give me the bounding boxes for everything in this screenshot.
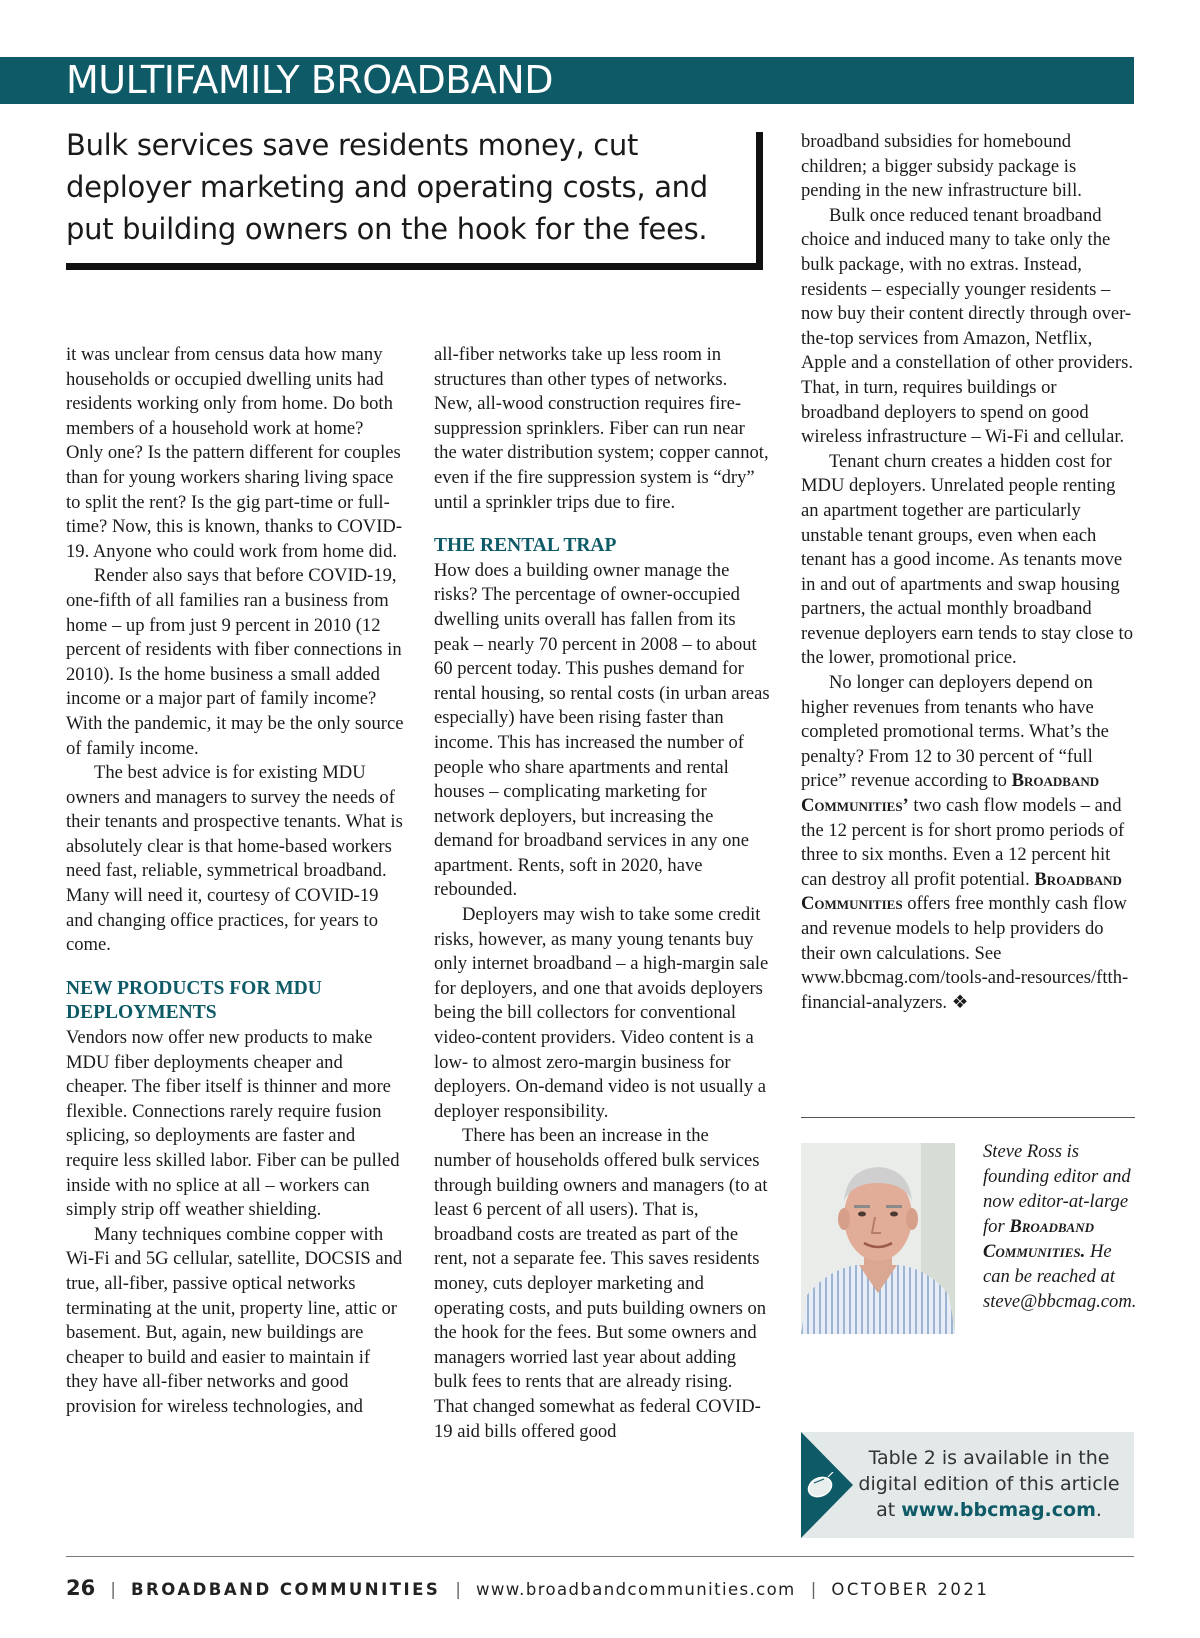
paragraph: Vendors now offer new products to make MDU fiber deployments cheaper and cheaper. The fiber itself is thinner and more flexible. Connections rarely require fusion splicing, so deployments are faster and require less skilled labor. Fiber can be pulled inside with no splice at all – workers can simply strip off weather shielding. — [66, 1027, 400, 1221]
footer-website[interactable]: www.broadbandcommunities.com — [476, 1580, 796, 1599]
end-mark: ❖ — [951, 991, 969, 1013]
deck-rule-vertical — [756, 132, 763, 270]
article-column-2 — [434, 343, 770, 1444]
final-paragraph: No longer can deployers depend on higher revenues from tenants who have completed promotional terms. What’s the penalty? From 12 to 30 percent of “full price” revenue according to Broadband Communities’ two cash flow models – and the 12 percent is for short promo periods of three to six months. Even a 12 percent hit can destroy all profit potential. Broadband Communities offers free monthly cash flow and revenue models to help providers do their own calculations. See www.bbcmag.com/tools-and-resources/ftth-financial-analyzers. ❖ — [801, 672, 1129, 1013]
publication-name: Broadband Communities. — [983, 1216, 1094, 1262]
publication-name: Broadband Communities’ — [801, 770, 1100, 817]
callout-link[interactable]: www.bbcmag.com — [901, 1499, 1096, 1521]
paragraph: it was unclear from census data how many households or occupied dwelling units had residents working only from home. Do both members of a household work at home? Only one? Is the pattern different for couples than for young workers sharing living space to split the rent? Is the gig part-time or full-time? Now, this is known, thanks to COVID-19. Anyone who could work from home did. — [66, 344, 403, 562]
paragraph: broadband subsidies for homebound children; a bigger subsidy package is pending in the new infrastructure bill. — [801, 131, 1082, 202]
footer-publication: BROADBAND COMMUNITIES — [130, 1580, 441, 1599]
author-bio: Steve Ross is founding editor and now editor-at-large for Broadband Communities. He can be reached at steve@bbcmag.com. — [983, 1141, 1137, 1312]
mouse-icon — [806, 1472, 834, 1498]
footer-issue-date: OCTOBER 2021 — [831, 1580, 990, 1599]
deck-rule-horizontal — [66, 263, 763, 270]
page-footer: 26 | BROADBAND COMMUNITIES | www.broadbandcommunities.com | OCTOBER 2021 — [66, 1576, 990, 1600]
page-number: 26 — [66, 1576, 96, 1600]
paragraph: all-fiber networks take up less room in structures than other types of networks. New, all-wood construction requires fire-suppression sprinklers. Fiber can run near the water distribution system; copper cannot, even if the fire suppression system is “dry” until a sprinkler trips due to fire. — [434, 344, 769, 513]
publication-name: Broadband Communities — [801, 868, 1122, 915]
footer-divider — [66, 1556, 1134, 1557]
article-column-3 — [801, 130, 1135, 1015]
paragraph: Bulk once reduced tenant broadband choice and induced many to take only the bulk package, with no extras. Instead, residents – especially younger residents – now buy their content directly through over-the-top services from Amazon, Netflix, Apple and a constellation of other providers. That, in turn, requires buildings or broadband deployers to spend on good wireless infrastructure – Wi-Fi and cellular. — [801, 204, 1134, 448]
paragraph: Many techniques combine copper with Wi-Fi and 5G cellular, satellite, DOCSIS and true, all-fiber, passive optical networks terminating at the unit, property line, attic or basement. But, again, new buildings are cheaper to build and easier to maintain if they have all-fiber networks and good provision for wireless technologies, and — [66, 1223, 403, 1417]
article-column-1 — [66, 343, 404, 1420]
paragraph: Render also says that before COVID-19, one-fifth of all families ran a business from home – up from just 9 percent in 2010 (12 percent of residents with fiber connections in 2010). Is the home business a small added income or a major part of family income? With the pandemic, it may be the only source of family income. — [66, 565, 404, 759]
section-heading: THE RENTAL TRAP — [434, 535, 617, 557]
callout-text: Table 2 is available in the digital edition of this article at www.bbcmag.com. — [858, 1447, 1120, 1521]
paragraph: Deployers may wish to take some credit risks, however, as many young tenants buy only internet broadband – a high-margin sale for deployers, and one that avoids deployers being the bill collectors for conventional video-content providers. Video content is a low- to almost zero-margin business for deployers. On-demand video is not usually a deployer responsibility. — [434, 904, 769, 1122]
paragraph: How does a building owner manage the risks? The percentage of owner-occupied dwelling units overall has fallen from its peak – nearly 70 percent in 2008 – to about 60 percent today. This pushes demand for rental housing, so rental costs (in urban areas especially) have been rising faster than income. This has increased the number of people who share apartments and rental houses – complicating marketing for network deployers, but increasing the demand for broadband services in any one apartment. Rents, soft in 2020, have rebounded. — [434, 559, 770, 901]
section-heading: NEW PRODUCTS FOR MDU DEPLOYMENTS — [66, 977, 322, 1024]
paragraph: There has been an increase in the number of households offered bulk services through building owners and managers (to at least 6 percent of all users). That is, broadband costs are treated as part of the rent, not a separate fee. This saves residents money, cuts deployer marketing and operating costs, and puts building owners on the hook for the fees. But some owners and managers worried last year about adding bulk fees to rents that are already rising. That changed somewhat as federal COVID-19 aid bills offered good — [434, 1125, 768, 1442]
section-banner — [0, 57, 1134, 104]
paragraph: The best advice is for existing MDU owners and managers to survey the needs of their tenants and prospective tenants. What is absolutely clear is that home-based workers need fast, reliable, symmetrical broadband. Many will need it, courtesy of COVID-19 and changing office practices, for years to come. — [66, 762, 403, 956]
author-photo — [801, 1143, 955, 1334]
section-title: MULTIFAMILY BROADBAND — [66, 58, 553, 102]
paragraph: Tenant churn creates a hidden cost for MDU deployers. Unrelated people renting an apartment together are particularly unstable tenant groups, even when each tenant has a good income. As tenants move in and out of apartments and swap housing partners, the actual monthly broadband revenue deployers earn tends to stay close to the lower, promotional price. — [801, 450, 1133, 669]
deck-headline: Bulk services save residents money, cut deployer marketing and operating costs, and put building owners on the hook for the fees. — [66, 128, 708, 246]
bio-divider — [801, 1117, 1135, 1118]
